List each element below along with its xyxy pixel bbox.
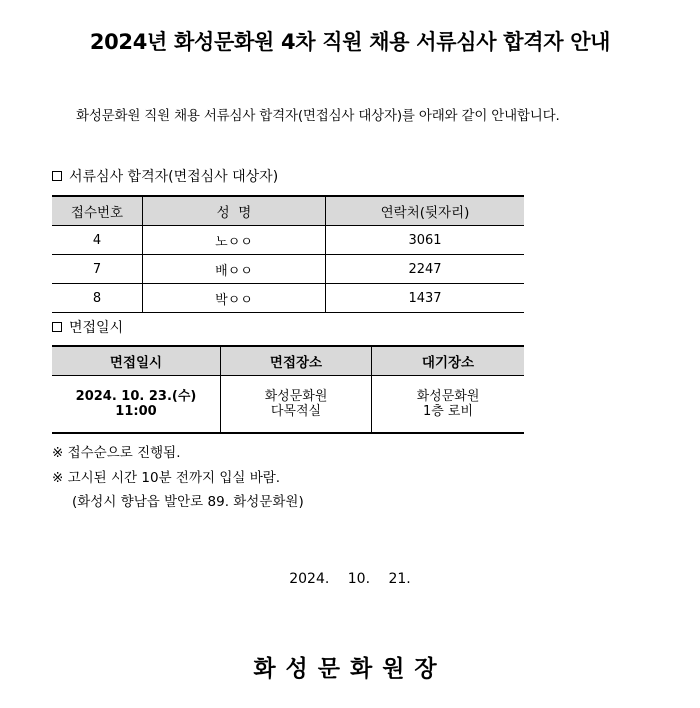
page-title: 2024년 화성문화원 4차 직원 채용 서류심사 합격자 안내: [89, 30, 611, 54]
passers-table: [52, 195, 524, 313]
waiting-place-line2: 1층 로비: [422, 404, 474, 419]
cell-number: 7: [52, 255, 143, 284]
col-header-waiting: 대기장소: [372, 346, 525, 376]
cell-name: 박ㅇㅇ: [143, 284, 326, 313]
document-date: 2024. 10. 21.: [289, 571, 411, 587]
section-heading-interview: [52, 317, 123, 337]
waiting-place-line1: 화성문화원: [416, 389, 480, 404]
interview-datetime: [52, 376, 221, 434]
note-order: ※ 접수순으로 진행됨.: [52, 445, 181, 461]
note-arrival: ※ 고시된 시간 10분 전까지 입실 바람.: [52, 470, 281, 486]
cell-phone: 1437: [326, 284, 525, 313]
cell-phone: 3061: [326, 226, 525, 255]
table-row: [52, 255, 524, 284]
section-heading-interview-label: 면접일시: [69, 320, 124, 336]
note-address: (화성시 향남읍 발안로 89. 화성문화원): [72, 494, 304, 510]
table-row: [52, 376, 524, 434]
cell-name: 배ㅇㅇ: [143, 255, 326, 284]
table-row: [52, 284, 524, 313]
cell-name: 노ㅇㅇ: [143, 226, 326, 255]
section-heading-passers-label: 서류심사 합격자(면접심사 대상자): [69, 169, 279, 185]
col-header-name: 성 명: [143, 196, 326, 226]
table-row: [52, 226, 524, 255]
checkbox-icon: [52, 171, 62, 181]
col-header-phone: 연락처(뒷자리): [326, 196, 525, 226]
col-header-place: 면접장소: [221, 346, 372, 376]
interview-date: 2024. 10. 23.(수): [75, 389, 197, 404]
interview-place: [221, 376, 372, 434]
waiting-place: [372, 376, 525, 434]
checkbox-icon: [52, 322, 62, 332]
interview-place-line1: 화성문화원: [264, 389, 328, 404]
interview-time: 11:00: [115, 404, 157, 419]
cell-number: 8: [52, 284, 143, 313]
col-header-datetime: 면접일시: [52, 346, 221, 376]
interview-table: [52, 345, 524, 434]
intro-text: 화성문화원 직원 채용 서류심사 합격자(면접심사 대상자)를 아래와 같이 안내합니다.: [76, 108, 560, 124]
signature: 화성문화원장: [253, 656, 447, 682]
section-heading-passers: [52, 166, 278, 186]
cell-number: 4: [52, 226, 143, 255]
cell-phone: 2247: [326, 255, 525, 284]
col-header-number: 접수번호: [52, 196, 143, 226]
interview-place-line2: 다목적실: [270, 404, 322, 419]
